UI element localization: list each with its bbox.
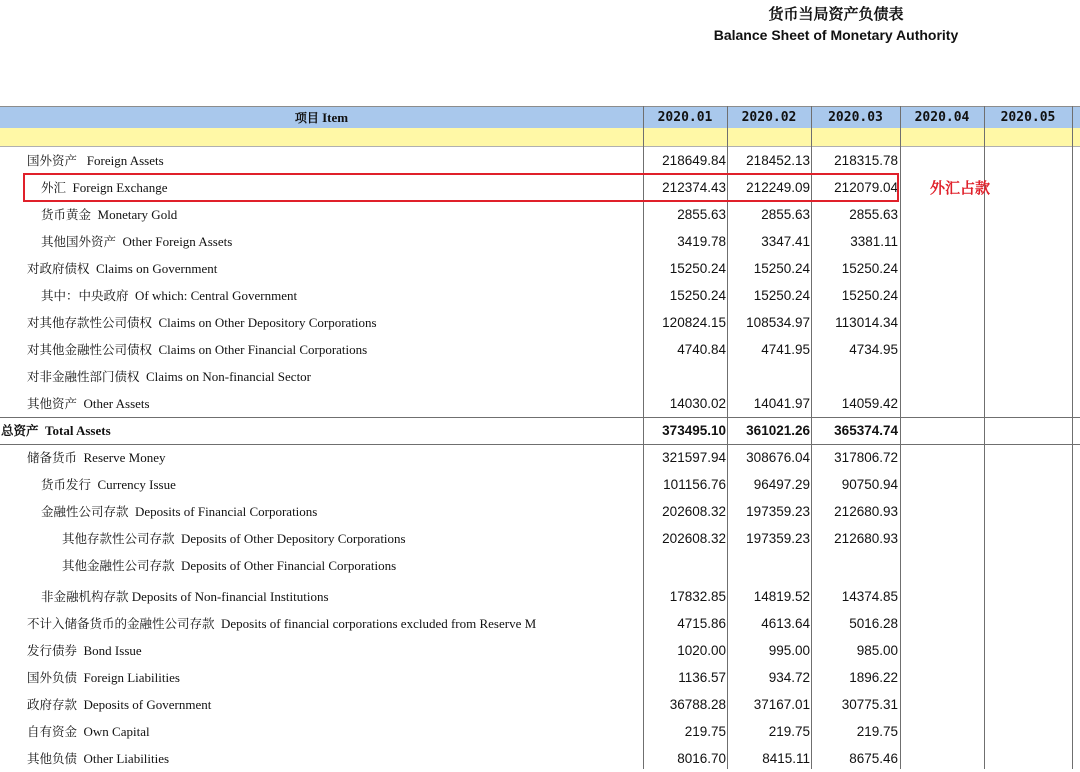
cell-2020-02: 108534.97 [746,315,810,330]
row-label: 国外资产 Foreign Assets [27,153,164,168]
cell-2020-01: 1136.57 [678,670,726,685]
cell-2020-01: 1020.00 [677,643,726,658]
cell-2020-03: 15250.24 [841,261,898,276]
cell-2020-02: 212249.09 [746,180,810,195]
cell-2020-01: 14030.02 [669,396,726,411]
cell-2020-03: 985.00 [856,643,898,658]
cell-2020-03: 365374.74 [834,423,898,438]
cell-2020-02: 15250.24 [753,261,810,276]
cell-2020-01: 373495.10 [662,423,726,438]
header-band [0,128,1080,147]
row-label: 对非金融性部门债权 Claims on Non-financial Sector [27,369,312,384]
table-row [0,201,1080,228]
row-label: 对政府债权 Claims on Government [27,261,218,276]
table-row [0,255,1080,282]
table-row [0,745,1080,772]
cell-2020-02: 4613.64 [761,616,810,631]
cell-2020-02: 197359.23 [746,504,810,519]
row-label: 储备货币 Reserve Money [27,450,166,465]
table-row [0,691,1080,718]
row-label: 货币发行 Currency Issue [41,477,176,492]
header-item [0,107,643,128]
cell-2020-02: 4741.95 [761,342,810,357]
table-row [0,498,1080,525]
cell-2020-02 [727,363,810,390]
table-row [0,583,1080,610]
cell-2020-01: 8016.70 [677,751,726,766]
table-row [0,363,1080,390]
table-row [0,228,1080,255]
cell-2020-03: 212680.93 [834,504,898,519]
cell-2020-03: 4734.95 [849,342,898,357]
header-col-2020-02: 2020.02 [741,110,797,125]
row-label: 国外负债 Foreign Liabilities [27,670,180,685]
cell-2020-01 [643,552,726,579]
annotation-label: 外汇占款 [930,179,991,197]
cell-2020-02: 3347.41 [761,234,810,249]
cell-2020-02: 308676.04 [746,450,810,465]
cell-2020-03 [811,552,898,579]
cell-2020-02: 8415.11 [762,751,810,766]
cell-2020-01: 212374.43 [662,180,726,195]
row-label: 自有资金 Own Capital [27,724,150,739]
cell-2020-01: 202608.32 [662,531,726,546]
cell-2020-02: 218452.13 [746,153,810,168]
row-label: 政府存款 Deposits of Government [27,697,212,712]
row-label: 其他国外资产 Other Foreign Assets [41,234,233,249]
table-row [0,282,1080,309]
cell-2020-03: 5016.28 [849,616,898,631]
header-col-2020-04: 2020.04 [914,110,970,125]
cell-2020-01: 36788.28 [669,697,726,712]
table-row [0,610,1080,637]
cell-2020-02: 197359.23 [746,531,810,546]
table-row [0,525,1080,552]
row-label: 总资产 Total Assets [1,423,111,438]
row-label: 不计入储备货币的金融性公司存款 Deposits of financial corporations excluded from Reserve M [27,616,537,631]
cell-2020-01: 15250.24 [669,288,726,303]
cell-2020-01: 321597.94 [662,450,726,465]
cell-2020-01: 219.75 [684,724,726,739]
cell-2020-03: 14374.85 [841,589,898,604]
row-label: 对其他存款性公司债权 Claims on Other Depository Corporations [27,315,377,330]
header-item-zh: 项目 [294,111,319,125]
row-label: 非金融机构存款 Deposits of Non-financial Institutions [41,589,329,604]
header-item-en: Item [322,110,349,125]
foreign-exchange-highlight-box [23,173,899,202]
cell-2020-01: 202608.32 [662,504,726,519]
row-label: 外汇 Foreign Exchange [41,180,168,195]
table-row [0,471,1080,498]
cell-2020-03: 212079.04 [834,180,898,195]
table-row [0,444,1080,471]
cell-2020-03: 90750.94 [841,477,898,492]
table-row [0,664,1080,691]
table-row [0,390,1080,417]
cell-2020-03: 1896.22 [849,670,898,685]
document-title [0,4,1080,46]
cell-2020-03 [811,363,898,390]
cell-2020-02: 219.75 [768,724,810,739]
table-row [0,336,1080,363]
cell-2020-02: 37167.01 [753,697,810,712]
table-header-row [0,106,1080,129]
cell-2020-03: 8675.46 [849,751,898,766]
cell-2020-03: 218315.78 [834,153,898,168]
cell-2020-03: 30775.31 [841,697,898,712]
row-label: 其他资产 Other Assets [27,396,150,411]
cell-2020-01: 101156.76 [663,477,726,492]
cell-2020-01: 17832.85 [669,589,726,604]
header-col-2020-01: 2020.01 [657,110,713,125]
cell-2020-02: 15250.24 [753,288,810,303]
cell-2020-03: 3381.11 [850,234,898,249]
table-row [0,552,1080,579]
cell-2020-03: 14059.42 [841,396,898,411]
cell-2020-01: 120824.15 [662,315,726,330]
cell-2020-01: 218649.84 [662,153,726,168]
table-row [0,147,1080,174]
cell-2020-02 [727,552,810,579]
cell-2020-03: 2855.63 [849,207,898,222]
row-label: 其他存款性公司存款 Deposits of Other Depository Corporations [62,531,406,546]
header-col-2020-03: 2020.03 [828,110,883,125]
cell-2020-03: 113014.34 [835,315,898,330]
cell-2020-03: 15250.24 [841,288,898,303]
cell-2020-02: 14041.97 [753,396,810,411]
cell-2020-01: 2855.63 [677,207,726,222]
cell-2020-02: 14819.52 [753,589,810,604]
title-chinese: 货币当局资产负债表 [768,5,904,23]
row-label: 金融性公司存款 Deposits of Financial Corporations [41,504,318,519]
cell-2020-01: 15250.24 [669,261,726,276]
cell-2020-01: 4740.84 [677,342,726,357]
table-row [0,309,1080,336]
cell-2020-03: 212680.93 [834,531,898,546]
cell-2020-01: 4715.86 [677,616,726,631]
row-label: 对其他金融性公司债权 Claims on Other Financial Corporations [27,342,368,357]
header-col-2020-05: 2020.05 [1000,110,1056,125]
table-row [0,637,1080,664]
row-label: 货币黄金 Monetary Gold [41,207,178,222]
cell-2020-02: 995.00 [768,643,810,658]
cell-2020-03: 317806.72 [834,450,898,465]
row-label: 其中：中央政府 Of which: Central Government [41,288,298,303]
row-label: 其他金融性公司存款 Deposits of Other Financial Corporations [62,558,397,573]
row-label: 发行债券 Bond Issue [27,643,142,658]
cell-2020-01: 3419.78 [677,234,726,249]
cell-2020-03: 219.75 [856,724,898,739]
table-row-total [0,417,1080,444]
table-row [0,718,1080,745]
cell-2020-02: 361021.26 [746,423,810,438]
cell-2020-01 [643,363,726,390]
cell-2020-02: 934.72 [768,670,810,685]
row-label: 其他负债 Other Liabilities [27,751,170,766]
cell-2020-02: 96497.29 [753,477,810,492]
title-english: Balance Sheet of Monetary Authority [713,27,959,43]
cell-2020-02: 2855.63 [761,207,810,222]
